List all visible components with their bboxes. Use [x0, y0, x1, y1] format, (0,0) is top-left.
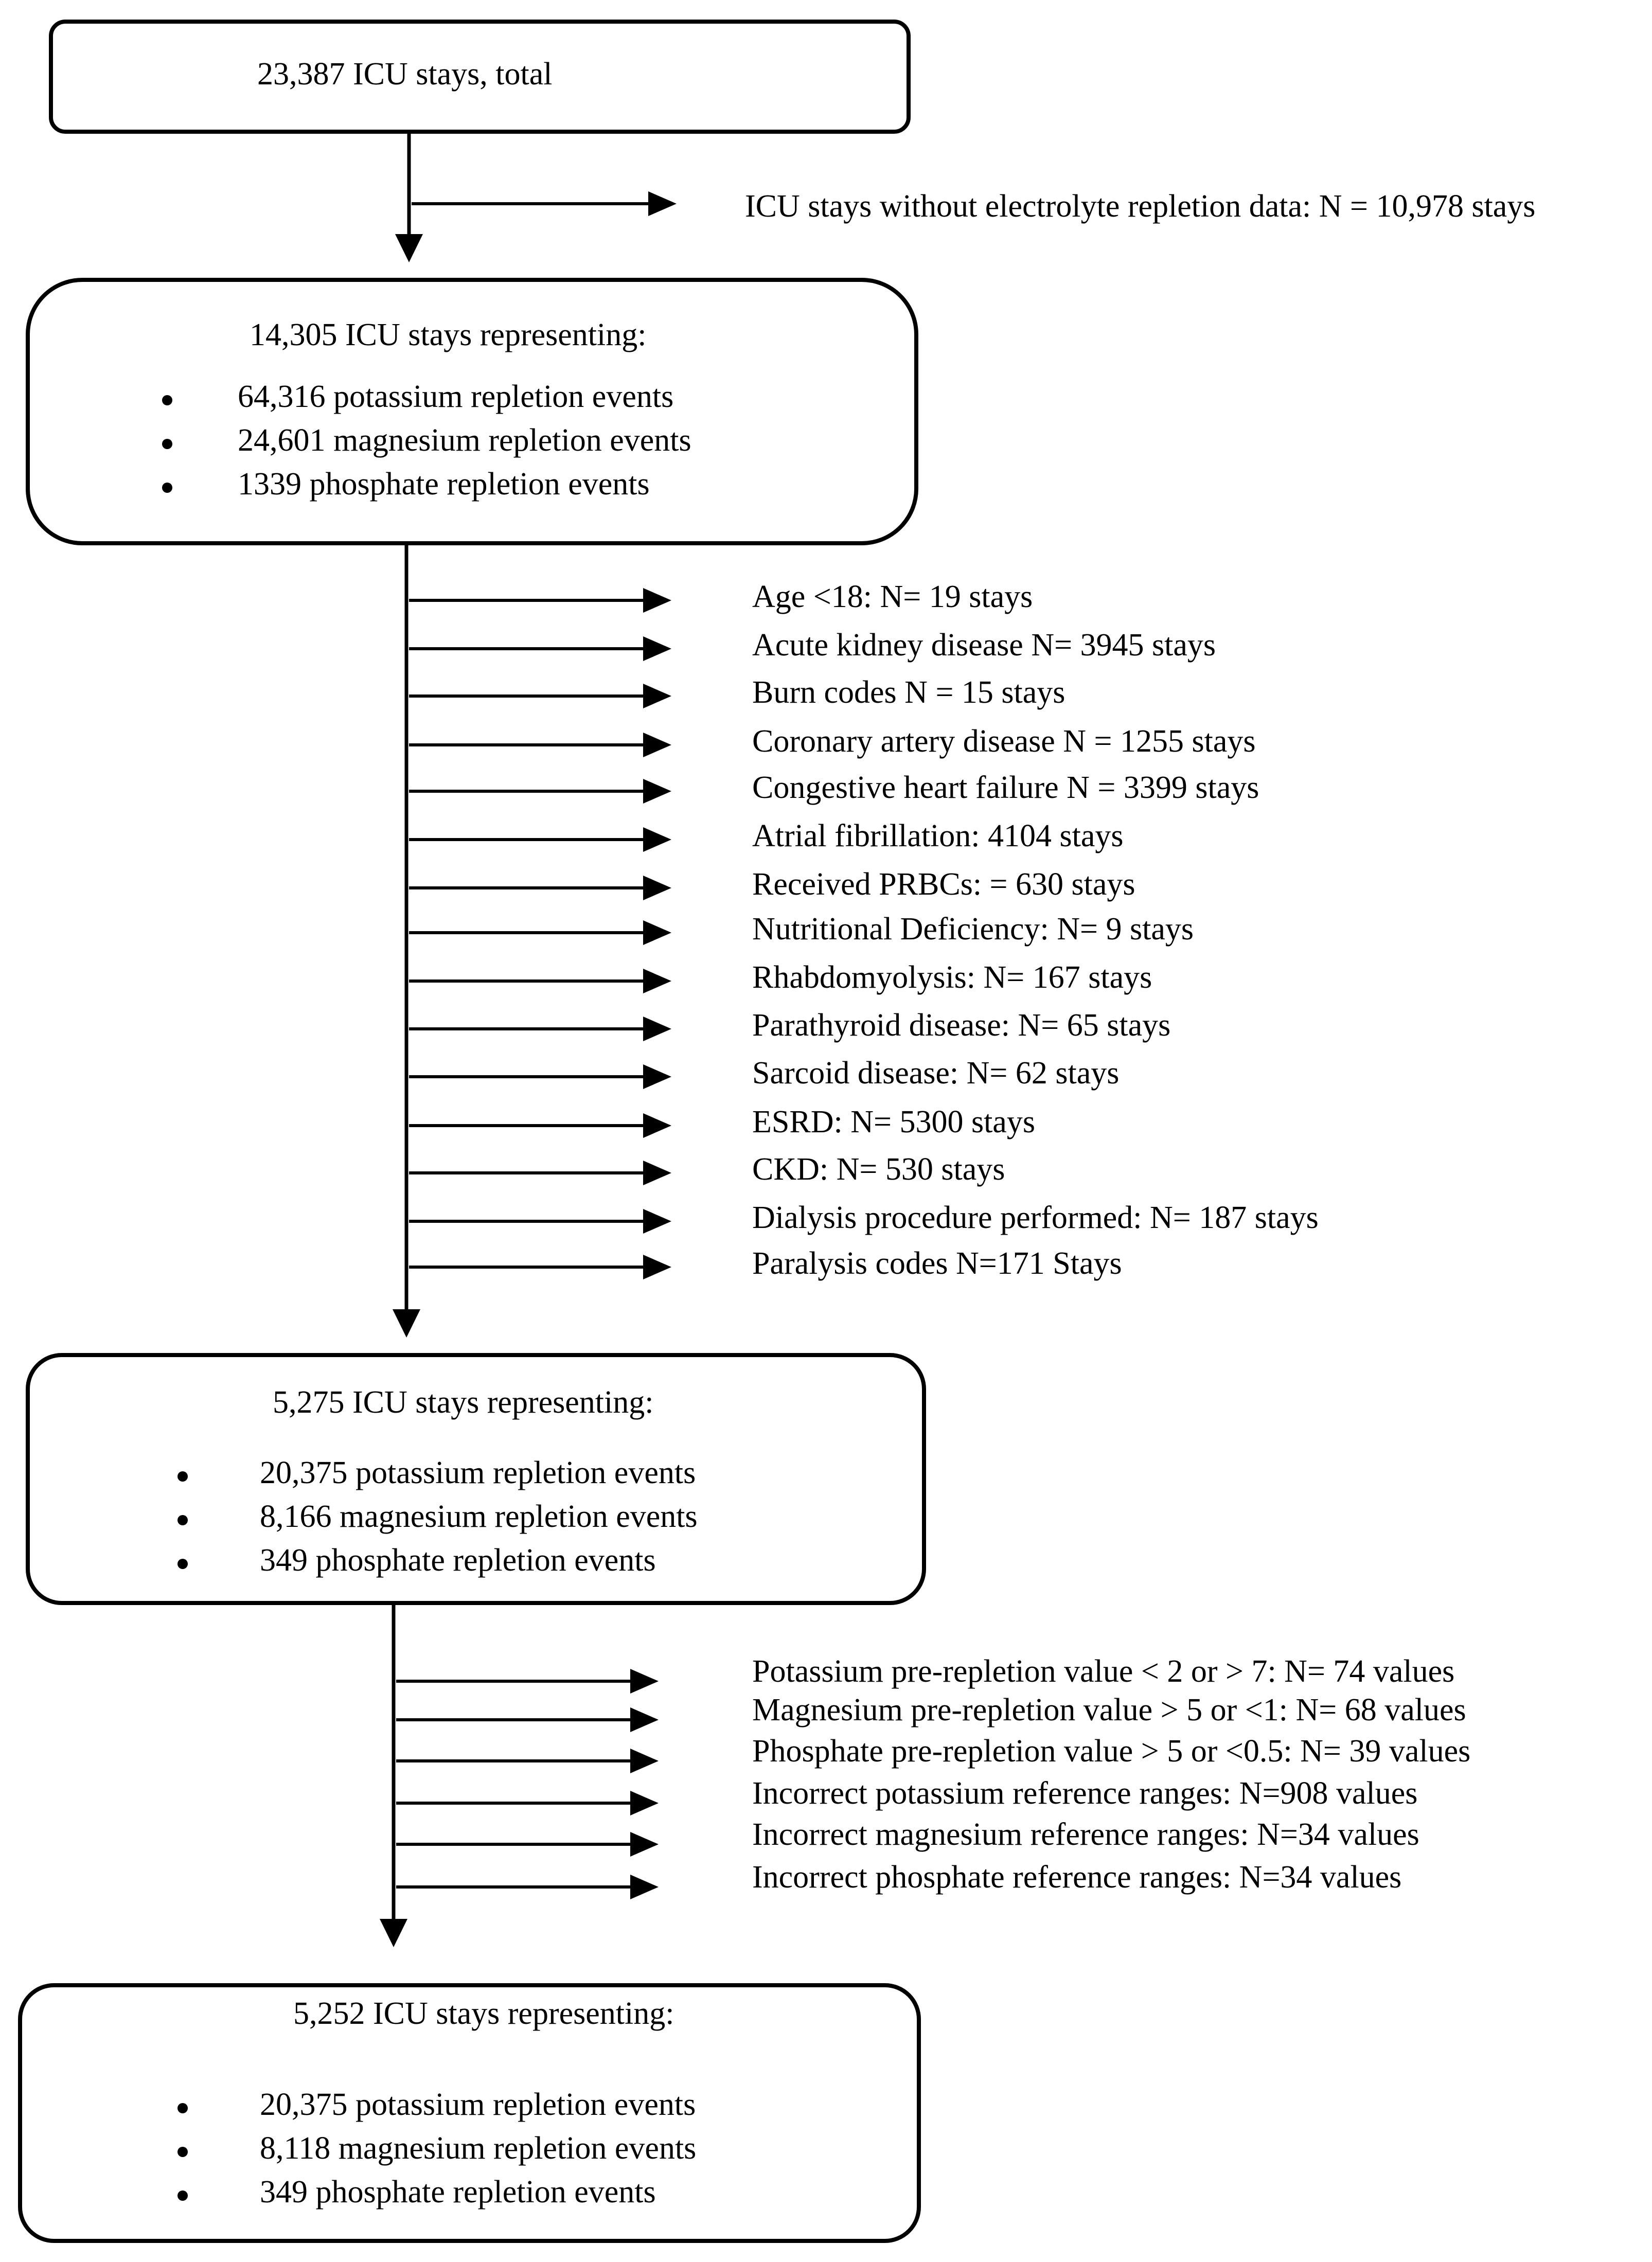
- exclusion-2-item: CKD: N= 530 stays: [752, 1152, 1005, 1187]
- exclusion-3-item: Potassium pre-repletion value < 2 or > 7: N= 74 values: [752, 1654, 1455, 1689]
- exclusion-2-arrow-arrowhead: [643, 1064, 671, 1089]
- flow-box-4-item-text: 349 phosphate repletion events: [260, 2175, 656, 2210]
- exclusion-2-arrow-arrowhead: [643, 1113, 671, 1138]
- exclusion-2-arrow-arrowhead: [643, 969, 671, 993]
- exclusion-3-item: Magnesium pre-repletion value > 5 or <1: N= 68 values: [752, 1693, 1466, 1727]
- bullet-icon: [177, 2147, 188, 2157]
- flow-box-3-item-text: 349 phosphate repletion events: [260, 1543, 656, 1578]
- flow-box-4-item-text: 8,118 magnesium repletion events: [260, 2131, 697, 2166]
- exclusion-2-item: Age <18: N= 19 stays: [752, 579, 1033, 614]
- exclusion-2-item: Burn codes N = 15 stays: [752, 675, 1065, 710]
- flow-box-3-item-text: 20,375 potassium repletion events: [260, 1455, 696, 1490]
- flow-box-3-title: 5,275 ICU stays representing:: [273, 1385, 654, 1420]
- flow-box-4-title: 5,252 ICU stays representing:: [293, 1996, 674, 2031]
- exclusion-1-arrow-arrowhead: [648, 191, 677, 216]
- exclusion-3-item: Incorrect phosphate reference ranges: N=34 values: [752, 1860, 1402, 1895]
- main-flow-arrowhead-3: [380, 1919, 407, 1947]
- exclusion-2-arrow-arrowhead: [643, 1161, 671, 1185]
- exclusion-2-item: Sarcoid disease: N= 62 stays: [752, 1056, 1120, 1091]
- exclusion-2-item: Dialysis procedure performed: N= 187 stays: [752, 1200, 1319, 1235]
- flow-box-2-item-text: 24,601 magnesium repletion events: [238, 423, 691, 458]
- exclusion-2-arrow-arrowhead: [643, 876, 671, 900]
- bullet-icon: [177, 2190, 188, 2201]
- exclusion-2-arrow-arrowhead: [643, 779, 671, 804]
- exclusion-2-item: Rhabdomyolysis: N= 167 stays: [752, 960, 1152, 995]
- bullet-icon: [162, 439, 172, 449]
- exclusion-2-arrow-arrowhead: [643, 636, 671, 661]
- exclusion-2-arrow-arrowhead: [643, 920, 671, 945]
- exclusion-3-item: Incorrect potassium reference ranges: N=908 values: [752, 1776, 1418, 1811]
- exclusion-3-arrow-arrowhead: [630, 1875, 659, 1899]
- exclusion-2-arrow-arrowhead: [643, 733, 671, 757]
- exclusion-2-arrow-arrowhead: [643, 827, 671, 852]
- bullet-icon: [177, 1515, 188, 1525]
- exclusion-2-arrow-arrowhead: [643, 684, 671, 708]
- exclusion-2-item: Nutritional Deficiency: N= 9 stays: [752, 912, 1194, 947]
- exclusion-2-item: Coronary artery disease N = 1255 stays: [752, 724, 1256, 759]
- exclusion-3-arrow-arrowhead: [630, 1749, 659, 1773]
- exclusion-2-item: Parathyroid disease: N= 65 stays: [752, 1008, 1171, 1043]
- flow-box-4-item-text: 20,375 potassium repletion events: [260, 2087, 696, 2122]
- exclusion-1-text: ICU stays without electrolyte repletion data: N = 10,978 stays: [745, 189, 1536, 224]
- exclusion-3-arrow-arrowhead: [630, 1669, 659, 1694]
- flow-box-3-item-text: 8,166 magnesium repletion events: [260, 1499, 698, 1534]
- exclusion-2-arrow-arrowhead: [643, 588, 671, 613]
- exclusion-3-item: Phosphate pre-repletion value > 5 or <0.5: N= 39 values: [752, 1734, 1471, 1769]
- exclusion-2-arrow-arrowhead: [643, 1255, 671, 1279]
- exclusion-2-arrow-arrowhead: [643, 1209, 671, 1234]
- exclusion-2-arrow-arrowhead: [643, 1017, 671, 1041]
- exclusion-3-arrow-arrowhead: [630, 1832, 659, 1857]
- exclusion-2-item: Paralysis codes N=171 Stays: [752, 1246, 1122, 1281]
- exclusion-2-item: Acute kidney disease N= 3945 stays: [752, 628, 1216, 663]
- flow-box-2-title: 14,305 ICU stays representing:: [250, 317, 647, 352]
- exclusion-2-item: Congestive heart failure N = 3399 stays: [752, 770, 1259, 805]
- exclusion-2-item: Received PRBCs: = 630 stays: [752, 867, 1135, 902]
- exclusion-2-item: ESRD: N= 5300 stays: [752, 1105, 1035, 1139]
- exclusion-3-item: Incorrect magnesium reference ranges: N=34 values: [752, 1817, 1419, 1852]
- flow-box-2-item-text: 1339 phosphate repletion events: [238, 467, 650, 502]
- exclusion-3-arrow-arrowhead: [630, 1791, 659, 1815]
- bullet-icon: [162, 483, 172, 493]
- bullet-icon: [177, 2103, 188, 2113]
- bullet-icon: [177, 1471, 188, 1482]
- main-flow-arrowhead-2: [393, 1309, 420, 1338]
- bullet-icon: [177, 1559, 188, 1569]
- exclusion-3-arrow-arrowhead: [630, 1707, 659, 1732]
- main-flow-arrowhead-1: [395, 234, 423, 262]
- bullet-icon: [162, 395, 172, 405]
- exclusion-2-item: Atrial fibrillation: 4104 stays: [752, 818, 1124, 853]
- flow-box-2-item-text: 64,316 potassium repletion events: [238, 379, 674, 414]
- flow-box-1-title: 23,387 ICU stays, total: [257, 57, 553, 92]
